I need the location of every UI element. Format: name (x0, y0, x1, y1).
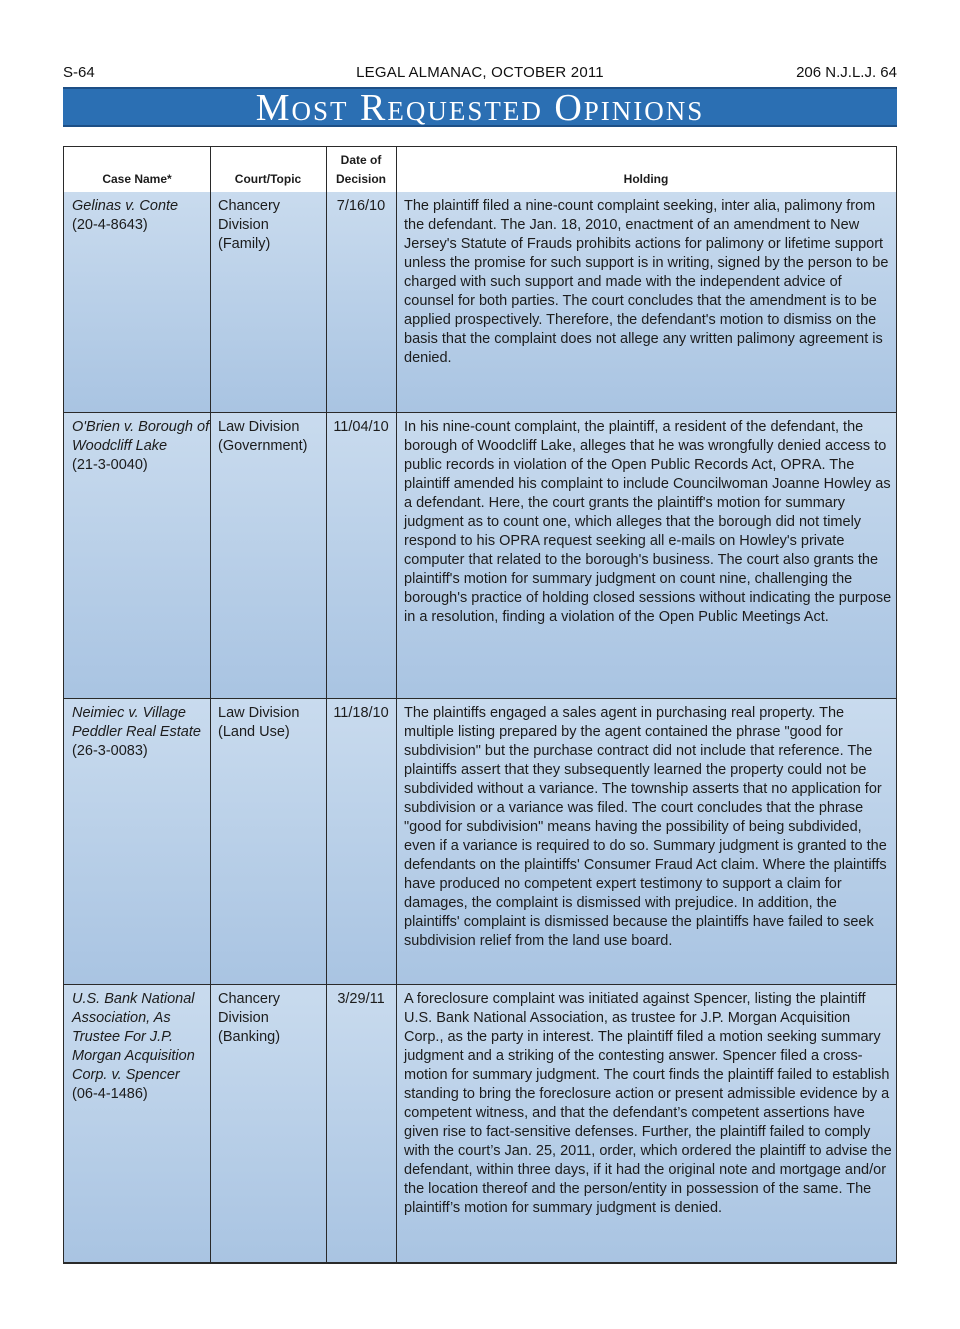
column-divider (210, 147, 211, 1263)
column-header-holding: Holding (623, 172, 669, 186)
holding-text: The plaintiff filed a nine-count complaint seeking, inter alia, palimony from the defendant. The Jan. 18, 2010, enactment of an amendment to New Jersey's Statute of Frauds prohibits actions for palimony or lifetime support unless the promise for such support is in writing, signed by the person to be charged with such support and made with the independent advice of counsel for both parties. The court concludes that the amendment is to be applied prospectively. Therefore, the defendant's motion to dismiss on the basis that the complaint does not allege any written palimony agreement is denied. (404, 198, 889, 366)
opinions-table (63, 146, 897, 1264)
table-row (64, 699, 896, 985)
decision-date: 11/18/10 (333, 705, 389, 721)
court-topic: Chancery Division (Family) (218, 198, 281, 252)
column-header-court-topic: Court/Topic (234, 172, 302, 186)
title-banner (63, 87, 897, 127)
column-header-case-name: Case Name* (102, 172, 172, 186)
decision-date: 7/16/10 (336, 198, 386, 214)
column-header-date-line2: Decision (335, 172, 386, 186)
column-divider (326, 147, 327, 1263)
decision-date: 11/04/10 (333, 419, 389, 435)
page-number-right: 206 N.J.L.J. 64 (796, 64, 897, 81)
column-header-date-line1: Date of (340, 153, 382, 167)
case-name: O'Brien v. Borough of Woodcliff Lake (72, 419, 210, 454)
case-cell (72, 704, 212, 761)
court-topic: Law Division (Government) (218, 419, 308, 454)
docket-number: (21-3-0040) (72, 457, 148, 473)
case-cell (72, 197, 212, 235)
holding-text: The plaintiffs engaged a sales agent in purchasing real property. The multiple listing prepared by the agent contained the phrase "good for subdivision" but the purchase contract did not include that reference. The plaintiffs assert that they subsequently learned the property could not be subdivided without a variance. The township asserts that no application for subdivision or a variance was filed. The court concludes that the phrase "good for subdivision" means having the possibility of being subdivided, even if a variance is required to do so. Summary judgment is granted to the defendants on the plaintiffs' Consumer Fraud Act claim. Where the plaintiffs have produced no competent expert testimony to support a claim for damages, the complaint is dismissed with prejudice. In addition, the plaintiffs' complaint is dismissed because the plaintiffs have failed to seek subdivision relief from the land use board. (404, 705, 887, 949)
decision-date: 3/29/11 (337, 991, 385, 1007)
case-cell (72, 990, 212, 1104)
docket-number: (26-3-0083) (72, 743, 148, 759)
page-title: Most Requested Opinions (255, 87, 705, 129)
holding-text: A foreclosure complaint was initiated against Spencer, listing the plaintiff U.S. Bank National Association, as trustee for J.P. Morgan Acquisition Corp., as the party in interest. The plaintiff filed a motion seeking summary judgment and a striking of the contesting answer. Spencer filed a cross-motion for summary judgment. The court finds the plaintiff failed to establish standing to bring the foreclosure action or present admissible evidence by a competent witness, and that the defendant’s competent assertions have given rise to fact-sensitive defenses. Further, the plaintiff failed to comply with the court’s Jan. 25, 2011, order, which ordered the plaintiff to advise the defendant, within three days, if it had the original note and mortgage and/or the location thereof and the person/entity in possession of the same. The plaintiff’s motion for summary judgment is denied. (404, 991, 892, 1216)
docket-number: (20-4-8643) (72, 217, 148, 233)
court-topic: Law Division (Land Use) (218, 705, 300, 740)
column-header-date (326, 151, 396, 189)
case-name: Gelinas v. Conte (72, 198, 179, 214)
table-row (64, 192, 896, 413)
table-header (64, 147, 896, 193)
column-divider (396, 147, 397, 1263)
table-row (64, 413, 896, 699)
table-row (64, 985, 896, 1263)
page-number-left: S-64 (63, 64, 95, 81)
case-cell (72, 418, 212, 475)
docket-number: (06-4-1486) (72, 1086, 148, 1102)
holding-text: In his nine-count complaint, the plaintiff, a resident of the defendant, the borough of Woodcliff Lake, alleges that he was wrongfully denied access to public records in violation of the Open Public Records Act, OPRA. The plaintiff amended his complaint to include Councilwoman Joanne Howley as a defendant. Here, the court grants the plaintiff's motion for summary judgment as to count one, which alleges that the borough did not timely respond to his OPRA request seeking all e-mails on Howley's private computer that related to the borough's business. The court also grants the plaintiff's motion for summary judgment on count nine, challenging the borough's practice of holding closed sessions without indicating the purpose in a resolution, finding a violation of the Open Public Meetings Act. (404, 419, 892, 625)
case-name: U.S. Bank National Association, As Trustee For J.P. Morgan Acquisition Corp. v. Spencer (72, 991, 195, 1083)
case-name: Neimiec v. Village Peddler Real Estate (72, 705, 201, 740)
publication-title: LEGAL ALMANAC, OCTOBER 2011 (356, 64, 604, 81)
court-topic: Chancery Division (Banking) (218, 991, 281, 1045)
running-header (63, 64, 897, 84)
